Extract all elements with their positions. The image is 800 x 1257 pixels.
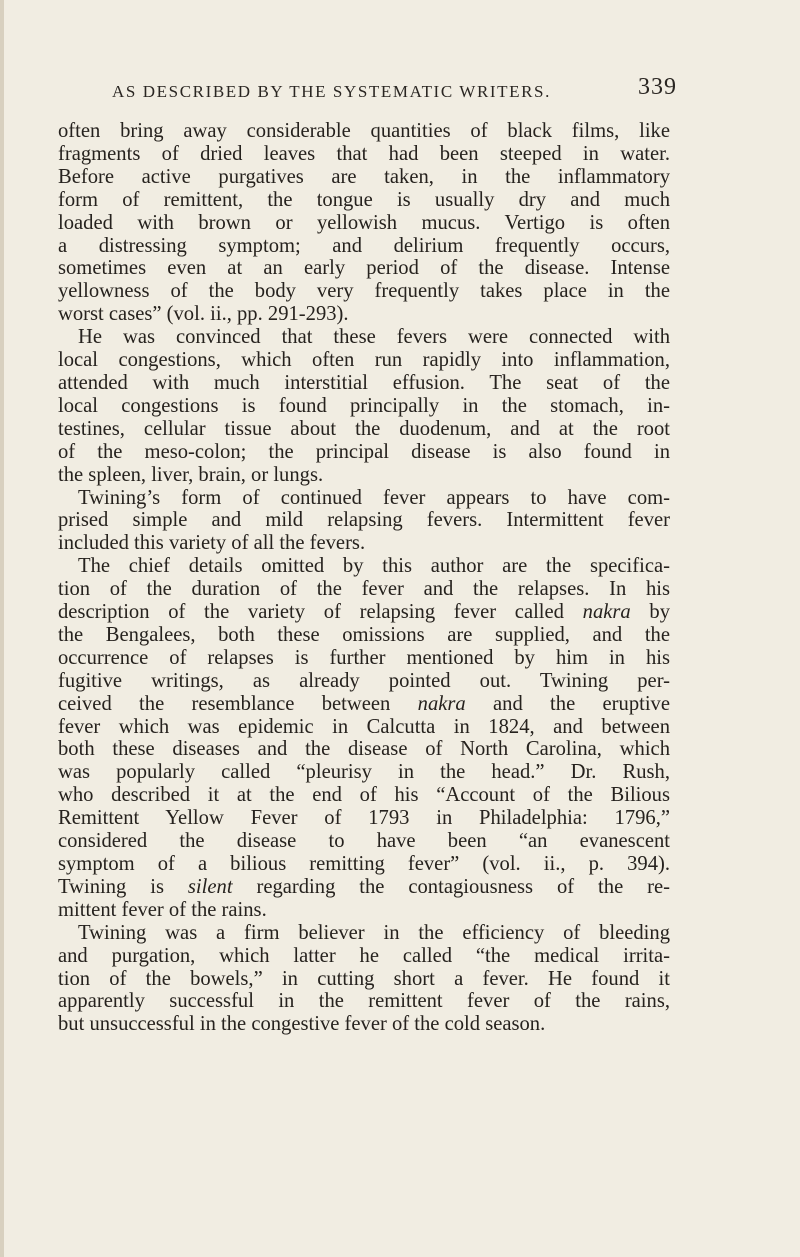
running-head: AS DESCRIBED BY THE SYSTEMATIC WRITERS. bbox=[112, 82, 551, 101]
text-fragment: Twining is bbox=[58, 875, 188, 898]
text-line: loaded with brown or yellowish mucus. Vertigo is often bbox=[58, 211, 670, 234]
text-line: tion of the duration of the fever and the relapses. In his bbox=[58, 578, 670, 601]
text-fragment: regarding the contagiousness of the re- bbox=[232, 875, 670, 898]
text-fragment: ceived the resemblance between bbox=[58, 692, 418, 715]
text-line: and purgation, which latter he called “the medical irrita- bbox=[58, 944, 670, 967]
text-line: fever which was epidemic in Calcutta in 1824, and between bbox=[58, 715, 670, 738]
text-line: Before active purgatives are taken, in the inflammatory bbox=[58, 165, 670, 188]
text-line: tion of the bowels,” in cutting short a fever. He found it bbox=[58, 967, 670, 990]
text-line: He was convinced that these fevers were connected with bbox=[78, 326, 670, 349]
text-line: fragments of dried leaves that had been steeped in water. bbox=[58, 142, 670, 165]
text-line bbox=[58, 601, 670, 624]
paragraph bbox=[58, 487, 670, 556]
italic-term-nakra: nakra bbox=[417, 692, 466, 715]
text-fragment: description of the variety of relapsing fever called bbox=[58, 601, 583, 624]
text-line: fugitive writings, as already pointed out. Twining per- bbox=[58, 669, 670, 692]
page-header bbox=[112, 74, 677, 104]
body-text bbox=[58, 120, 670, 1036]
text-line: yellowness of the body very frequently takes place in the bbox=[58, 280, 670, 303]
text-fragment: and the eruptive bbox=[465, 692, 670, 715]
text-line: often bring away considerable quantities of black films, like bbox=[58, 120, 670, 142]
paragraph bbox=[58, 555, 670, 922]
page-number: 339 bbox=[638, 74, 677, 100]
text-line: sometimes even at an early period of the disease. Intense bbox=[58, 257, 670, 280]
paragraph bbox=[58, 922, 670, 1037]
text-line: worst cases” (vol. ii., pp. 291-293). bbox=[58, 303, 349, 326]
text-line: the Bengalees, both these omissions are supplied, and the bbox=[58, 623, 670, 646]
text-line: local congestions, which often run rapidly into inflammation, bbox=[58, 349, 670, 372]
paragraph bbox=[58, 326, 670, 486]
text-line: was popularly called “pleurisy in the head.” Dr. Rush, bbox=[58, 761, 670, 784]
text-line: the spleen, liver, brain, or lungs. bbox=[58, 463, 324, 486]
text-line: Twining’s form of continued fever appears to have com- bbox=[78, 486, 670, 509]
text-line: testines, cellular tissue about the duodenum, and at the root bbox=[58, 417, 670, 440]
text-line: The chief details omitted by this author are the specifica- bbox=[78, 555, 670, 578]
text-line bbox=[58, 693, 670, 716]
text-line: considered the disease to have been “an evanescent bbox=[58, 830, 670, 853]
text-line: who described it at the end of his “Account of the Bilious bbox=[58, 784, 670, 807]
text-line bbox=[58, 876, 670, 899]
text-line: symptom of a bilious remitting fever” (vol. ii., p. 394). bbox=[58, 853, 670, 875]
text-fragment: by bbox=[630, 601, 670, 624]
text-line: form of remittent, the tongue is usually dry and much bbox=[58, 188, 670, 211]
paragraph bbox=[58, 120, 670, 326]
text-line: of the meso-colon; the principal disease is also found in bbox=[58, 440, 670, 463]
text-line: occurrence of relapses is further mentioned by him in his bbox=[58, 646, 670, 669]
text-line: Remittent Yellow Fever of 1793 in Philadelphia: 1796,” bbox=[58, 807, 670, 830]
text-line: apparently successful in the remittent fever of the rains, bbox=[58, 990, 670, 1013]
text-line: local congestions is found principally in the stomach, in- bbox=[58, 394, 670, 417]
italic-term-nakra: nakra bbox=[582, 601, 631, 624]
text-line: attended with much interstitial effusion. The seat of the bbox=[58, 371, 670, 394]
italic-term-silent: silent bbox=[187, 875, 233, 898]
text-line: prised simple and mild relapsing fevers. Intermittent fever bbox=[58, 509, 670, 532]
text-line: a distressing symptom; and delirium frequently occurs, bbox=[58, 234, 670, 257]
text-line: but unsuccessful in the congestive fever of the cold season. bbox=[58, 1013, 546, 1036]
page-gutter-edge bbox=[0, 0, 4, 1257]
text-line: both these diseases and the disease of North Carolina, which bbox=[58, 738, 670, 761]
text-line: Twining was a firm believer in the efficiency of bleeding bbox=[78, 921, 670, 944]
text-line: mittent fever of the rains. bbox=[58, 898, 267, 921]
text-line: included this variety of all the fevers. bbox=[58, 532, 366, 555]
